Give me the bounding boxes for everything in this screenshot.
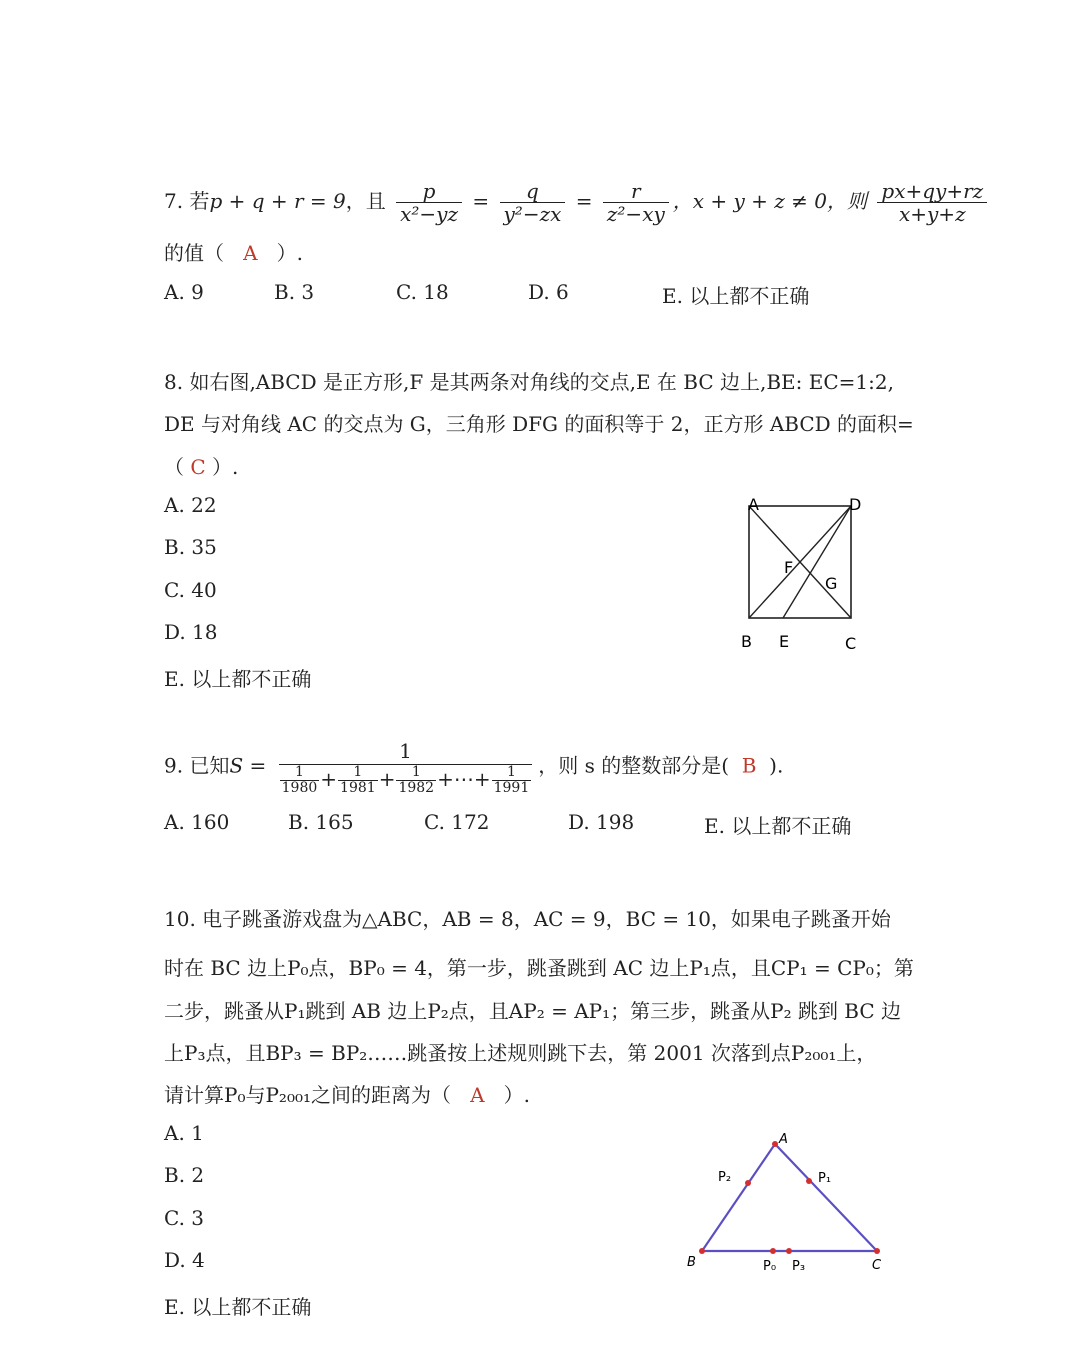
label-f: F (784, 558, 794, 577)
q7-eq1: p + q + r = 9 (209, 189, 346, 213)
q8-square-figure (730, 490, 880, 660)
vertex-b (699, 1248, 705, 1254)
label-e: E (779, 632, 790, 651)
q7-line1: 7. 若p + q + r = 9，且 $\frac{p}{\text{x²−yz}}$ = $\frac{q}{\text{y²−zx}}$ = $\frac{r}{\text{z²−xy}}$ ，x + y + z ≠ 0，则 $\frac{px+qy+rz}{x+y+z}$ (164, 176, 991, 226)
q8-option-a[interactable]: A. 22 (164, 493, 217, 517)
q9-option-d[interactable]: D. 198 (568, 810, 635, 834)
q10-triangle-figure (680, 1125, 900, 1285)
q7-answer: A (243, 241, 258, 265)
q9-option-c[interactable]: C. 172 (424, 810, 490, 834)
label-p0: P₀ (763, 1259, 777, 1274)
q8-option-b[interactable]: B. 35 (164, 535, 217, 559)
q10-line3: 二步，跳蚤从P₁跳到 AB 边上P₂点，且AP₂ = AP₁；第三步，跳蚤从P₂ 跳到 BC 边 (164, 999, 902, 1023)
label-a: A (748, 495, 759, 514)
q10-answer: A (470, 1083, 485, 1107)
label-g: G (825, 574, 838, 593)
q10-line4: 上P₃点，且BP₃ = BP₂……跳蚤按上述规则跳下去，第 2001 次落到点P₂₀₀₁上， (164, 1041, 877, 1065)
q8-line2: DE 与对角线 AC 的交点为 G，三角形 DFG 的面积等于 2，正方形 ABCD 的面积= (164, 412, 914, 436)
label-b: B (741, 632, 752, 651)
q8-line3: （ C ）. (164, 455, 239, 479)
q7-number: 7. (164, 189, 184, 213)
q10-option-a[interactable]: A. 1 (164, 1121, 204, 1145)
q7-option-c[interactable]: C. 18 (396, 280, 449, 304)
label-c: C (845, 634, 857, 653)
q7-and: ，且 (345, 189, 386, 213)
q9-big-fraction: 1 $\frac{1}{1980}$ + $\frac{1}{1981}$ + $\frac{1}{1982}$ +⋯+ $\frac{1}{1991}$ (279, 738, 533, 796)
q7-fraction-3: $\frac{r}{\text{z²−xy}}$ (603, 180, 669, 225)
q10-option-c[interactable]: C. 3 (164, 1206, 205, 1230)
label-p1: P₁ (818, 1171, 832, 1186)
q7-option-e[interactable]: E. 以上都不正确 (662, 284, 810, 308)
label-d: D (849, 495, 862, 514)
point-p0 (770, 1248, 776, 1254)
label-p3: P₃ (792, 1259, 806, 1274)
q8-option-e[interactable]: E. 以上都不正确 (164, 667, 312, 691)
q10-line5: 请计算P₀与P₂₀₀₁之间的距离为（ A ）. (164, 1083, 530, 1107)
q9-answer: B (741, 753, 757, 778)
q7-line2: 的值（ A ）. (164, 241, 303, 265)
q7-condition: ，x + y + z ≠ 0，则 (672, 189, 868, 213)
q10-option-b[interactable]: B. 2 (164, 1163, 205, 1187)
triangle-abc (702, 1144, 877, 1251)
point-p3 (786, 1248, 792, 1254)
q9-option-a[interactable]: A. 160 (164, 810, 230, 834)
point-p2 (745, 1180, 751, 1186)
q9-option-b[interactable]: B. 165 (288, 810, 354, 834)
q8-line1: 8. 如右图,ABCD 是正方形,F 是其两条对角线的交点,E 在 BC 边上,BE: EC=1:2, (164, 370, 894, 394)
point-p1 (806, 1178, 812, 1184)
label-a: A (779, 1132, 788, 1147)
q10-line1: 10. 电子跳蚤游戏盘为△ABC，AB = 8，AC = 9，BC = 10，如果电子跳蚤开始 (164, 907, 891, 931)
label-b: B (687, 1255, 696, 1270)
q7-option-a[interactable]: A. 9 (164, 280, 204, 304)
q9-line1: 9. 已知S = 1 $\frac{1}{1980}$ + $\frac{1}{1981}$ + $\frac{1}{1982}$ +⋯+ $\frac{1}{1991}$ ，则 s 的整数部分是( B ). (164, 739, 784, 796)
label-p2: P₂ (718, 1170, 732, 1185)
q7-option-b[interactable]: B. 3 (274, 280, 315, 304)
q7-fraction-2: $\frac{q}{\text{y²−zx}}$ (500, 180, 566, 225)
vertex-c (874, 1248, 880, 1254)
q7-target-fraction: $\frac{px+qy+rz}{x+y+z}$ (877, 180, 987, 225)
q7-fraction-1: $\frac{p}{\text{x²−yz}}$ (396, 180, 462, 225)
q7-text-if: 若 (189, 189, 210, 213)
vertex-a (772, 1141, 778, 1147)
label-c: C (872, 1258, 882, 1273)
q8-option-d[interactable]: D. 18 (164, 620, 218, 644)
q7-option-d[interactable]: D. 6 (528, 280, 569, 304)
q10-option-e[interactable]: E. 以上都不正确 (164, 1295, 312, 1319)
q8-answer: C (190, 455, 206, 479)
q9-option-e[interactable]: E. 以上都不正确 (704, 814, 852, 838)
q8-option-c[interactable]: C. 40 (164, 578, 217, 602)
q10-option-d[interactable]: D. 4 (164, 1248, 205, 1272)
q10-line2: 时在 BC 边上P₀点，BP₀ = 4，第一步，跳蚤跳到 AC 边上P₁点，且CP₁ = CP₀；第 (164, 956, 914, 980)
